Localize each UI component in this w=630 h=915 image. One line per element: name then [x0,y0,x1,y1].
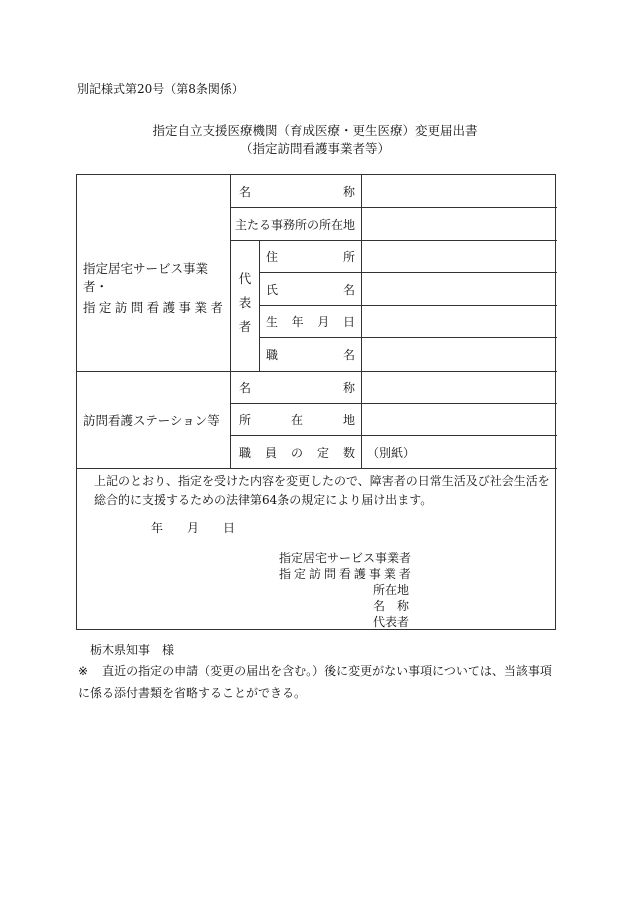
operator-label-line1: 指定居宅サービス事業者・ [83,261,209,294]
birthdate-label: 生 年 月 日 [266,314,355,329]
form-number: 別記様式第20号（第8条関係） [77,82,244,96]
addressee: 栃木県知事 様 [90,643,175,657]
statement-text: 上記のとおり、指定を受けた内容を変更したので、障害者の日常生活及び社会生活を総合的に支援するための法律第64条の規定により届け出ます。 [94,474,550,507]
signer-name-label: 名 称 [373,599,410,613]
date-line: 年 月 日 [151,521,236,535]
footnote-mark: ※ [78,664,89,678]
representative-label: 代 表 者 [238,271,252,334]
staff-count-label: 職 員 の 定 数 [239,445,355,460]
column-divider [361,175,362,468]
document-subtitle: （指定訪問看護事業者等） [239,141,390,156]
staff-count-value: （別紙） [367,445,416,460]
person-name-label: 氏 名 [266,282,355,297]
row-divider [230,403,557,404]
column-divider [230,175,231,468]
form-table [76,174,556,657]
row-divider [230,240,557,241]
signer-address-label: 所在地 [373,583,410,597]
station-label: 訪問看護ステーション等 [83,413,220,428]
station-name-label: 名 称 [239,380,355,395]
row-divider [259,337,557,338]
signer-line2: 指 定 訪 問 看 護 事 業 者 [279,567,411,581]
footnote [78,660,558,704]
row-divider [230,435,557,436]
operator-label-line2: 指 定 訪 問 看 護 事 業 者 [83,300,223,315]
section-divider [77,371,557,372]
document-title: 指定自立支援医療機関（育成医療・更生医療）変更届出書 [152,123,478,138]
column-divider [259,240,260,371]
signer-line1: 指定居宅サービス事業者 [279,551,412,565]
row-divider [259,272,557,273]
footnote-text: 直近の指定の申請（変更の届出を含む。）後に変更がない事項については、当該事項に係る添付書類を省略することができる。 [78,664,552,700]
signer-representative-label: 代表者 [373,615,410,629]
operator-label [83,259,228,316]
position-label: 職 名 [266,347,355,362]
name-label: 名 称 [239,184,355,199]
row-divider [230,207,557,208]
station-location-label: 所 在 地 [239,412,355,427]
office-address-label: 主たる事務所の所在地 [235,217,356,232]
address-label: 住 所 [266,249,355,264]
section-divider [77,468,557,469]
row-divider [259,305,557,306]
